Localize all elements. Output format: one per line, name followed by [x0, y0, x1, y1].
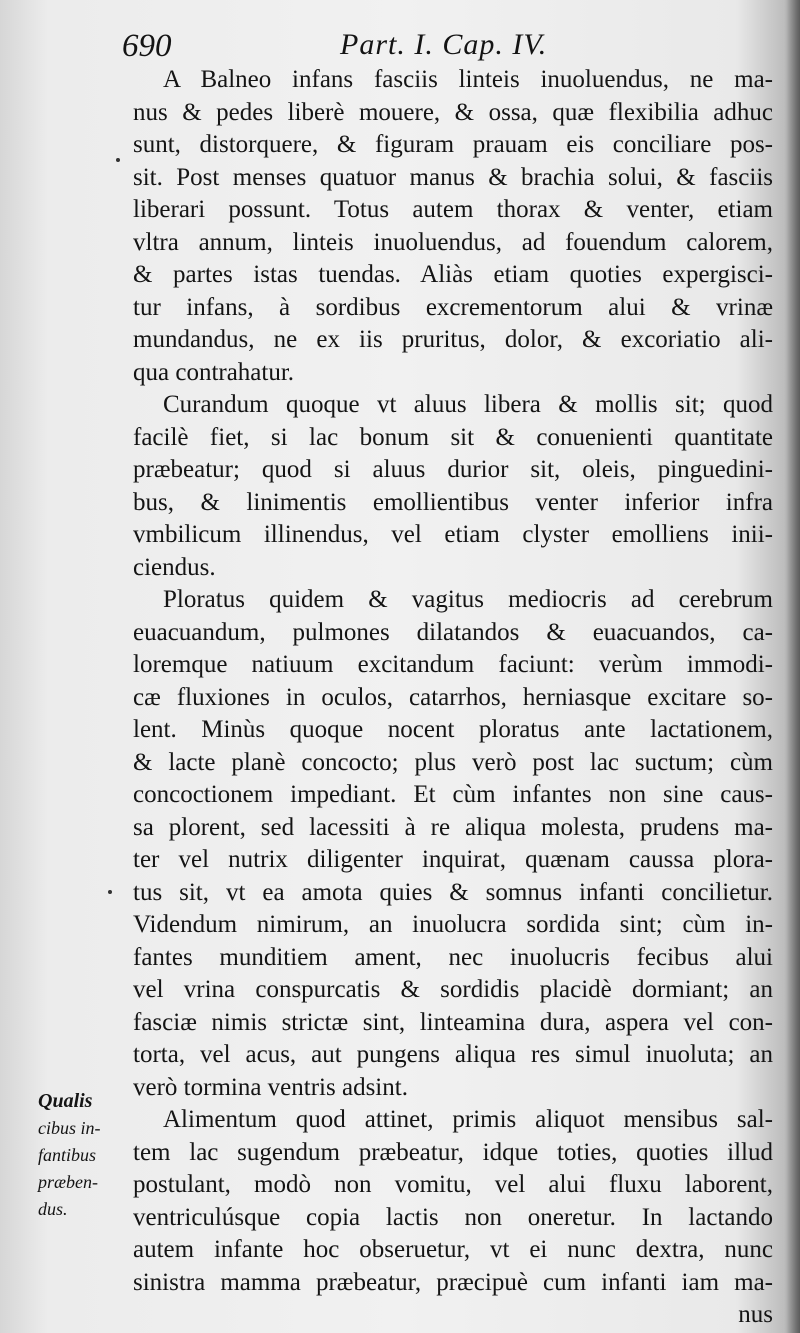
text-line: Alimentum quod attinet, primis aliquot mensibus sal-: [163, 1106, 773, 1133]
text-line: tus sit, vt ea amota quies & somnus infanti concilietur.: [133, 878, 773, 906]
ink-speck: [116, 158, 120, 162]
page-edge-shadow: [786, 0, 800, 1333]
text-line: facilè fiet, si lac bonum sit & conuenienti quantitate: [133, 423, 773, 451]
text-line: A Balneo infans fasciis linteis inuoluendus, ne ma-: [163, 66, 773, 93]
ink-speck: [108, 890, 112, 894]
text-line: ventriculúsque copia lactis non oneretur. In lactando: [133, 1203, 773, 1231]
margin-note-line: præben-: [38, 1172, 98, 1192]
margin-note: [38, 1088, 128, 1223]
text-line: liberari possunt. Totus autem thorax & venter, etiam: [133, 196, 773, 223]
text-line: ter vel nutrix diligenter inquirat, quænam caussa plora-: [133, 846, 773, 873]
text-line: Videndum nimirum, an inuolucra sordida sint; cùm in-: [133, 911, 773, 938]
text-line: vltra annum, linteis inuoluendus, ad fouendum calorem,: [133, 228, 773, 256]
margin-note-line: dus.: [38, 1199, 68, 1219]
text-line: cæ fluxiones in oculos, catarrhos, herniasque excitare so-: [133, 683, 773, 711]
text-line: sunt, distorquere, & figuram prauam eis conciliare pos-: [133, 131, 773, 158]
text-line: sa plorent, sed lacessiti à re aliqua molesta, prudens ma-: [133, 813, 773, 841]
text-line: vel vrina conspurcatis & sordidis placidè dormiant; an: [133, 976, 773, 1003]
text-line: concoctionem impediant. Et cùm infantes non sine caus-: [133, 781, 773, 808]
text-line: tur infans, à sordibus excrementorum alui & vrinæ: [133, 293, 773, 321]
text-line: mundandus, ne ex iis pruritus, dolor, & excoriatio ali-: [133, 326, 773, 353]
text-line: loremque natiuum excitandum faciunt: verùm immodi-: [133, 651, 773, 678]
text-line: euacuandum, pulmones dilatandos & euacuandos, ca-: [133, 618, 773, 646]
text-line: lent. Minùs quoque nocent ploratus ante lactationem,: [133, 716, 773, 743]
text-line: sinistra mamma præbeatur, præcipuè cum infanti iam ma-: [133, 1268, 773, 1296]
text-line: fantes munditiem ament, nec inuolucris fecibus alui: [133, 943, 773, 971]
text-line: Curandum quoque vt aluus libera & mollis sit; quod: [163, 391, 773, 418]
text-line: verò tormina ventris adsint.: [133, 1073, 408, 1101]
text-line: vmbilicum illinendus, vel etiam clyster emolliens inii-: [133, 521, 773, 548]
margin-note-line: fantibus: [38, 1145, 97, 1165]
page-number: 690: [122, 28, 172, 64]
margin-note-line: Qualis: [38, 1090, 93, 1112]
text-line: & partes istas tuendas. Aliàs etiam quoties expergisci-: [133, 261, 773, 288]
text-line: qua contrahatur.: [133, 358, 295, 386]
text-line: & lacte planè concocto; plus verò post lac suctum; cùm: [133, 748, 773, 776]
running-head: Part. I. Cap. IV.: [340, 28, 548, 61]
body-text: [133, 64, 773, 1332]
text-line: tem lac sugendum præbeatur, idque toties, quoties illud: [133, 1138, 773, 1166]
text-line: ciendus.: [133, 553, 216, 581]
text-line: nus & pedes liberè mouere, & ossa, quæ flexibilia adhuc: [133, 98, 773, 126]
text-line: fasciæ nimis strictæ sint, linteamina dura, aspera vel con-: [133, 1008, 773, 1036]
text-line: autem infante hoc obseruetur, vt ei nunc dextra, nunc: [133, 1236, 773, 1263]
margin-note-line: cibus in-: [38, 1118, 101, 1138]
text-line: torta, vel acus, aut pungens aliqua res simul inuoluta; an: [133, 1041, 773, 1068]
text-line: sit. Post menses quatuor manus & brachia solui, & fasciis: [133, 163, 773, 191]
text-line: postulant, modò non vomitu, vel alui fluxu laborent,: [133, 1171, 773, 1198]
text-line: præbeatur; quod si aluus durior sit, oleis, pinguedini-: [133, 456, 773, 483]
text-line: Ploratus quidem & vagitus mediocris ad cerebrum: [163, 586, 773, 613]
text-line: bus, & linimentis emollientibus venter inferior infra: [133, 488, 773, 516]
catchword: nus: [738, 1301, 773, 1328]
